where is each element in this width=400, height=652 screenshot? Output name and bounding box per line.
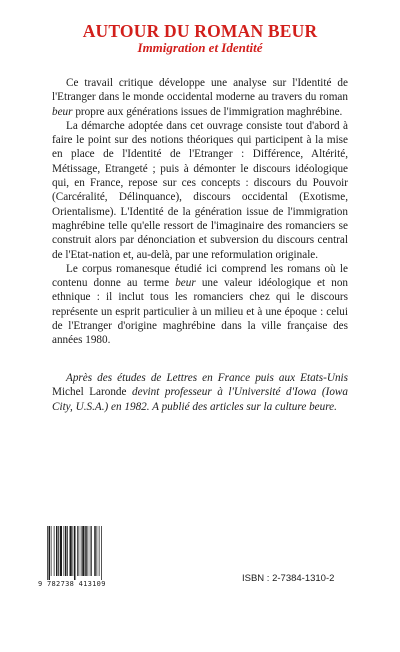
barcode-bar [54, 526, 55, 576]
isbn-label: ISBN : 2-7384-1310-2 [242, 573, 335, 584]
barcode-bar [82, 526, 84, 576]
barcode-bar [97, 526, 98, 576]
barcode-bar [99, 526, 100, 576]
barcode-bar [51, 526, 52, 576]
author-bio [52, 371, 348, 414]
barcode-bar [90, 526, 91, 576]
summary-paragraph-2: La démarche adoptée dans cet ouvrage consiste tout d'abord à faire le point sur des notions théoriques qui participent à la mise en place de l'Identité de l'Etranger : Différence, Altérité, Métissage, Etrangeté ; puis à démonter le discours idéologique qui, en France, repose sur ces concepts : discours du Pouvoir (Carcéralité, Délinquance), discours occidental (Exotisme, Orientalisme). L'Identité de la génération issue de l'immigration maghrébine telle qu'elle ressort de l'imaginaire des romanciers se construit alors par dénonciation et subversion du discours central de l'Etat-nation et, au-delà, par une reformulation originale. [52, 119, 348, 261]
barcode-bar [73, 526, 74, 576]
barcode-bar [56, 526, 58, 576]
barcode-bar [85, 526, 87, 576]
barcode-bar [49, 526, 51, 580]
barcode-bar [81, 526, 82, 576]
summary-paragraph-3: Le corpus romanesque étudié ici comprend les romans où le contenu donne au terme beur une valeur idéologique et non ethnique : il inclut tous les romanciers chez qui le discours représente un esprit particulier à un milieu et à une époque : celui de l'Etranger d'origine maghrébine dans la ville française des années 1980. [52, 262, 349, 347]
barcode-bar [47, 526, 48, 580]
barcode-graphic [44, 523, 120, 581]
summary-paragraph-1: Ce travail critique développe une analyse sur l'Identité de l'Etranger dans le monde occidental moderne au travers du roman beur propre aux générations issues de l'immigration maghrébine. [52, 77, 348, 118]
book-title: AUTOUR DU ROMAN BEUR [82, 21, 318, 41]
barcode-bar [58, 526, 59, 576]
barcode-bar [94, 526, 96, 576]
barcode-bar [101, 526, 102, 580]
author-bio-paragraph: Après des études de Lettres en France puis aux Etats-Unis Michel Laronde devint professeur à l'Université d'Iowa (Iowa City, U.S.A.) en 1982. A publié des articles sur la culture beure. [52, 372, 348, 413]
barcode-bar [77, 526, 78, 576]
summary-text [52, 76, 348, 348]
barcode [44, 523, 120, 581]
author-name: Michel Laronde [52, 386, 127, 399]
barcode-digits: 9 782738 413109 [38, 580, 106, 588]
barcode-bar [79, 526, 80, 576]
barcode-bar [74, 526, 76, 580]
barcode-bar [60, 526, 62, 576]
barcode-bar [65, 526, 67, 576]
barcode-bar [88, 526, 89, 576]
barcode-bar [64, 526, 65, 576]
barcode-bar [70, 526, 72, 576]
barcode-bar [67, 526, 68, 576]
book-subtitle: Immigration et Identité [137, 40, 263, 55]
barcode-bar [91, 526, 92, 576]
